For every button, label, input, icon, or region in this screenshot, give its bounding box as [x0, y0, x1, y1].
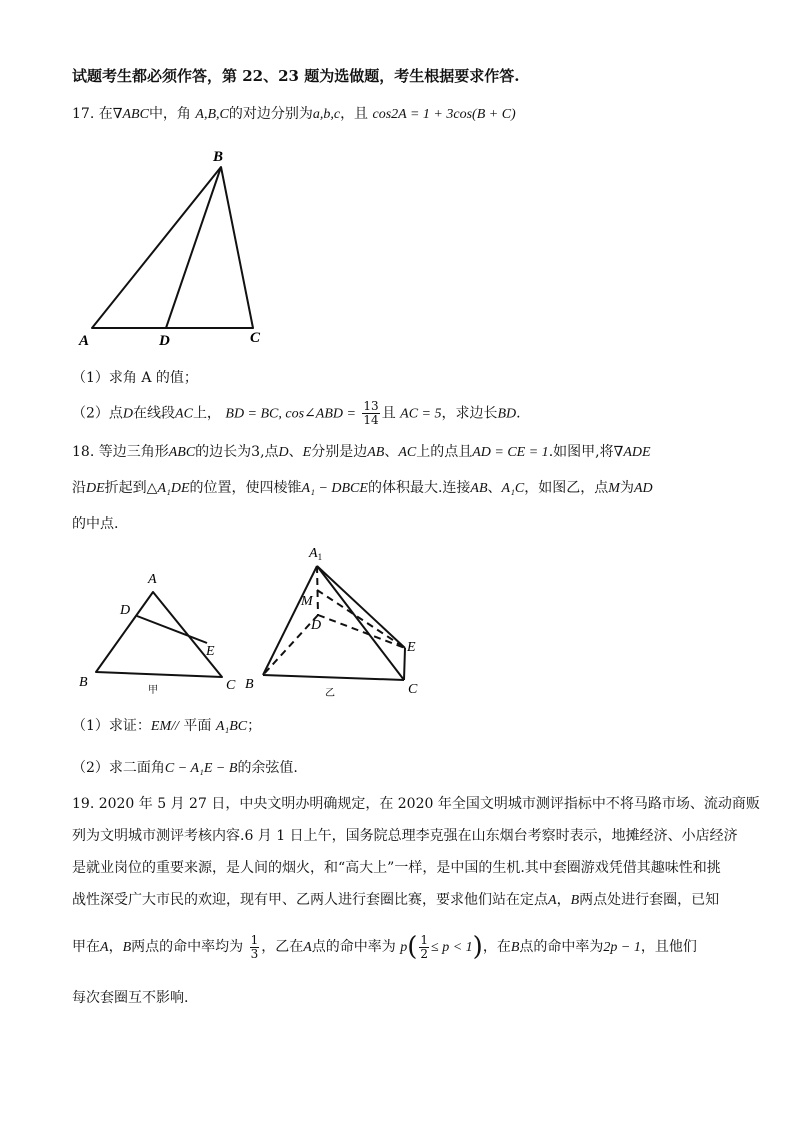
q17-part1: （1）求角 A 的值； [72, 370, 198, 386]
q17-part2: （2）点D在线段AC上， BD = BC, cos∠ABD = $\frac{13}{14}$ 且 AC = 5，求边长BD. [72, 399, 521, 427]
label-b: B [213, 149, 224, 165]
jia-label-d: D [120, 603, 131, 618]
yi-label-e: E [407, 640, 416, 655]
q18-line3: 的中点. [72, 516, 119, 532]
jia-label-e: E [206, 644, 215, 659]
edge-db-hidden [263, 615, 318, 675]
q18-line2: 沿DE折起到△A₁DE的位置，使四棱锥A₁ − DBCE的体积最大.连接AB、A₁C，如图乙，点M为AD [72, 480, 653, 496]
q19-line5: 甲在A，B两点的命中率均为 $\frac{1}{3}$ ，乙在A点的命中率为 p( $\frac{1}{2}$ ≤ p < 1)，在B点的命中率为2p − 1，且他们 [72, 932, 697, 962]
yi-label-d: D [311, 618, 322, 633]
yi-caption: 乙 [325, 688, 335, 699]
q18-line1: 18. 等边三角形ABC的边长为3,点D、E分别是边AB、AC上的点且AD = CE = 1.如图甲,将∇ADE [72, 444, 651, 460]
jia-label-a: A [148, 572, 157, 587]
q18-part2: （2）求二面角C − A₁E − B的余弦值. [72, 760, 298, 776]
jia-caption: 甲 [148, 685, 158, 696]
q17-stem: 17. 在∇ABC中，角 A,B,C的对边分别为a,b,c，且 cos2A = 1 + 3cos(B + C) [72, 106, 516, 122]
label-d: D [159, 333, 170, 349]
section-instruction: 试题考生都必须作答，第 22、23 题为选做题，考生根据要求作答. [72, 67, 520, 85]
edge-ec [404, 648, 405, 680]
label-a: A [79, 333, 90, 349]
edge-a1b [263, 566, 317, 675]
yi-label-b: B [245, 677, 254, 692]
q19-line2: 列为文明城市测评考核内容.6 月 1 日上午，国务院总理李克强在山东烟台考察时表示，地摊经济、小店经济 [72, 828, 738, 844]
label-c: C [250, 330, 261, 346]
q19-line6: 每次套圈互不影响. [72, 990, 189, 1006]
edge-bc [263, 675, 404, 680]
yi-label-a: $A_1$ [309, 546, 323, 562]
jia-label-b: B [79, 675, 88, 690]
jia-label-c: C [226, 678, 236, 693]
q19-line1: 19. 2020 年 5 月 27 日，中央文明办明确规定，在 2020 年全国文明城市测评指标中不将马路市场、流动商贩 [72, 796, 760, 812]
q19-line3: 是就业岗位的重要来源，是人间的烟火，和“高大上”一样，是中国的生机.其中套圈游戏凭借其趣味性和挑 [72, 860, 721, 876]
edge-a1c [317, 566, 404, 680]
yi-label-c: C [408, 682, 418, 697]
q18-part1: （1）求证：EM// 平面 A₁BC； [72, 718, 262, 734]
edge-a1e [317, 566, 405, 648]
yi-label-m: M [301, 594, 313, 609]
q19-line4: 战性深受广大市民的欢迎，现有甲、乙两人进行套圈比赛，要求他们站在定点A，B两点处进行套圈，已知 [72, 892, 720, 908]
